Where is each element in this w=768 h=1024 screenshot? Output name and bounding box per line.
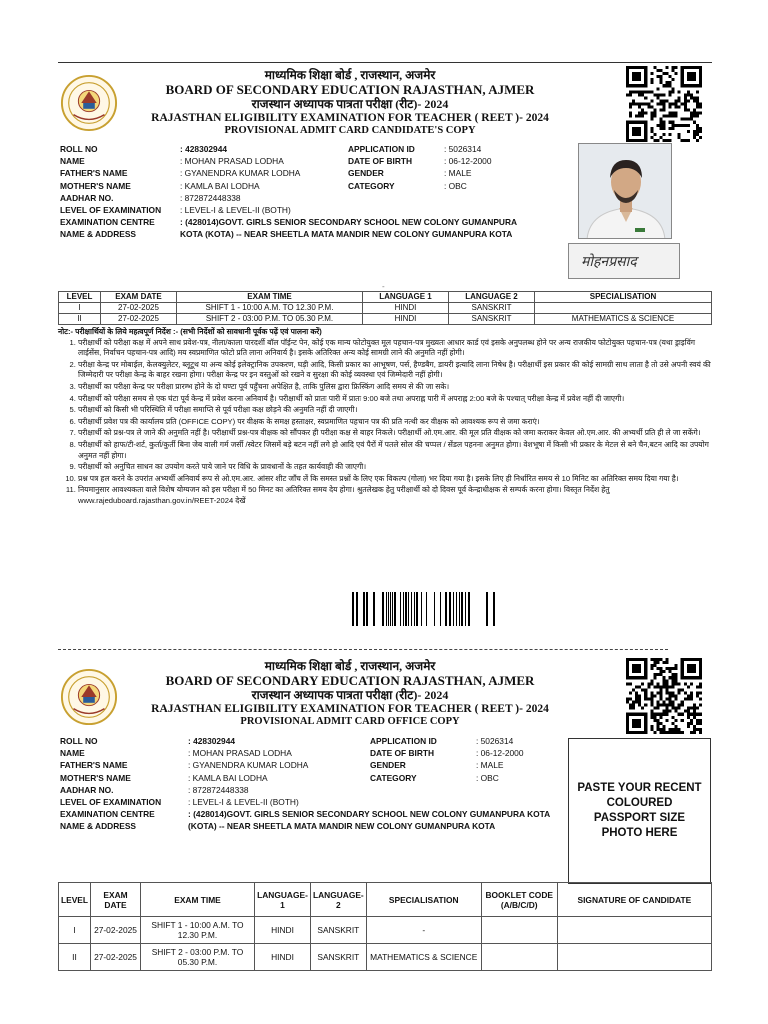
- cell: HINDI: [363, 314, 449, 325]
- header-level: LEVEL: [59, 883, 91, 917]
- board-emblem-icon: [60, 74, 118, 132]
- application-label: APPLICATION ID: [370, 736, 437, 746]
- table-row: [59, 917, 712, 944]
- office-details-right: [370, 735, 524, 784]
- instruction-item: 1. परीक्षार्थी को परीक्षा कक्ष में अपने साथ प्रवेश-पत्र, नीला/काला पारदर्शी बॉल पॉईन्ट पेन, कोई एक मान्य फोटोयुक्त मूल पहचान-पत्र मुख्यतः आधार कार्ड एवं इसके अनुपलब्ध होने पर अन्य राजकीय फोटोयुक्त पहचान-पत्र (यथा ड्राइविंग लाईसेंस, निर्वाचन पहचान-पत्र आदि) मय स्वप्रमाणित फोटो प्रति लाना अनिवार्य है। इसके अतिरिक्त अन्य कोई सामग्री लाने की अनुमति नहीं होगी।: [78, 338, 714, 359]
- office-exam-table: [58, 882, 712, 971]
- copy-title: PROVISIONAL ADMIT CARD CANDIDATE'S COPY: [224, 125, 476, 137]
- centre-line2: KOTA (KOTA) -- NEAR SHEETLA MATA MANDIR NEW COLONY GUMANPURA KOTA: [180, 229, 513, 240]
- cell: SANSKRIT: [449, 303, 535, 314]
- gender-value: : MALE: [444, 168, 472, 179]
- separator-dash: -: [382, 282, 385, 291]
- qr-code-icon: [626, 658, 702, 734]
- level-value: : LEVEL-I & LEVEL-II (BOTH): [180, 205, 291, 216]
- candidate-signature: [568, 243, 680, 279]
- header-booklet-code: BOOKLET CODE (A/B/C/D): [481, 883, 557, 917]
- level-label: LEVEL OF EXAMINATION: [60, 205, 162, 216]
- centre-line1: : (428014)GOVT. GIRLS SENIOR SECONDARY SCHOOL NEW COLONY GUMANPURA KOTA: [188, 809, 551, 820]
- cell: 27-02-2025: [91, 917, 141, 944]
- aadhar-label: AADHAR NO.: [60, 784, 114, 795]
- application-value: : 5026314: [444, 144, 482, 154]
- table-header-row: [59, 292, 712, 303]
- instructions: [58, 327, 714, 508]
- instruction-item: 9. परीक्षार्थी को अनुचित साधन का उपयोग करते पाये जाने पर विधि के प्रावधानों के तहत कार्यवाही की जाएगी।: [78, 462, 714, 473]
- instruction-item: 3. परीक्षार्थी का परीक्षा केन्द्र पर परीक्षा प्रारम्भ होने के दो घण्टा पूर्व पहुँचना अपेक्षित है, ताकि पुलिस द्वारा फ्रिस्किंग आदि समय से की जा सके।: [78, 382, 714, 393]
- header-specialisation: SPECIALISATION: [366, 883, 481, 917]
- header-level: LEVEL: [59, 292, 101, 303]
- centre-label: EXAMINATION CENTRE: [60, 217, 155, 228]
- table-header-row: [59, 883, 712, 917]
- candidate-photo: [578, 143, 672, 239]
- dob-label: DATE OF BIRTH: [348, 156, 413, 167]
- table-row: [59, 303, 712, 314]
- roll-no-label: ROLL NO: [60, 736, 98, 746]
- father-value: : GYANENDRA KUMAR LODHA: [188, 760, 309, 771]
- cell: HINDI: [363, 303, 449, 314]
- barcode-icon: [350, 592, 500, 626]
- dob-label: DATE OF BIRTH: [370, 748, 435, 759]
- office-copy-header: [140, 659, 560, 729]
- header-exam-time: EXAM TIME: [141, 883, 255, 917]
- category-value: : OBC: [476, 772, 499, 783]
- instruction-item: 8. परीक्षार्थी को हाफ/टी-शर्ट, कुर्ता/कुर्ती बिना जेब वाली गर्म जर्सी /स्वेटर जिसमें बड़े बटन नहीं लगे हो आदि एवं पैरों में पतले सोल की चप्पल / सेंडल पहनना अनुमत होगा। वेशभूषा में किसी भी प्रकार के मेटल से बने चैन,बटन आदि का उपयोग अनुमत नहीं होगा।: [78, 440, 714, 461]
- cell: SANSKRIT: [449, 314, 535, 325]
- header-exam-time: EXAM TIME: [177, 292, 363, 303]
- top-border: [58, 62, 712, 63]
- board-name-english: BOARD OF SECONDARY EDUCATION RAJASTHAN, AJMER: [165, 673, 535, 689]
- signature-cell[interactable]: [557, 944, 711, 971]
- mother-value: : KAMLA BAI LODHA: [180, 180, 260, 191]
- instructions-title: नोट:- परीक्षार्थियों के लिये महत्वपूर्ण निर्देश :- (सभी निर्देशों को सावधानी पूर्वक पढ़ें एवं पालना करें): [58, 327, 322, 336]
- booklet-code-cell[interactable]: [481, 917, 557, 944]
- board-emblem-icon: [60, 668, 118, 726]
- table-row: [59, 944, 712, 971]
- gender-label: GENDER: [348, 168, 384, 179]
- cell: MATHEMATICS & SCIENCE: [535, 314, 712, 325]
- mother-label: MOTHER'S NAME: [60, 180, 131, 191]
- cell: MATHEMATICS & SCIENCE: [366, 944, 481, 971]
- address-label: NAME & ADDRESS: [60, 821, 137, 832]
- exam-name-hindi: राजस्थान अध्यापक पात्रता परीक्षा (रीट)- 2024: [251, 97, 449, 112]
- candidate-copy-header: [140, 68, 560, 138]
- cell: I: [59, 303, 101, 314]
- header-language-2: LANGUAGE 2: [449, 292, 535, 303]
- header-language-1: LANGUAGE 1: [363, 292, 449, 303]
- copy-title: PROVISIONAL ADMIT CARD OFFICE COPY: [240, 716, 460, 728]
- dob-value: : 06-12-2000: [476, 748, 524, 759]
- cell: 27-02-2025: [101, 314, 177, 325]
- header-signature: SIGNATURE OF CANDIDATE: [557, 883, 711, 917]
- application-label: APPLICATION ID: [348, 144, 415, 154]
- header-specialisation: SPECIALISATION: [535, 292, 712, 303]
- instruction-item: 10. प्रश्न पत्र हल करने के उपरांत अभ्यर्थी अनिवार्य रूप से ओ.एम.आर. आंसर शीट जाँच लें कि समस्त प्रश्नों के लिए एक विकल्प (गोला) भर दिया गया है। इसके लिए ही निर्धारित समय से 10 मिनिट का अतिरिक्त समय दिया गया है।: [78, 474, 714, 485]
- cell: II: [59, 314, 101, 325]
- father-label: FATHER'S NAME: [60, 168, 128, 179]
- address-label: NAME & ADDRESS: [60, 229, 137, 240]
- cell: SANSKRIT: [311, 944, 367, 971]
- centre-label: EXAMINATION CENTRE: [60, 809, 155, 820]
- cell: 27-02-2025: [91, 944, 141, 971]
- instruction-item: 11. नियमानुसार आवश्यकता वाले विशेष योग्यजन को इस परीक्षा में 50 मिनट का अतिरिक्त समय देय होगा। श्रुतलेखक हेतु परीक्षार्थी को दो दिवस पूर्व केन्द्राधीक्षक से सम्पर्क करना होगा। विस्तृत निर्देश हेतु www.rajeduboard.rajasthan.gov.in/REET-2024 देखें: [78, 485, 714, 506]
- category-label: CATEGORY: [348, 180, 395, 191]
- dob-value: : 06-12-2000: [444, 156, 492, 167]
- category-value: : OBC: [444, 180, 467, 191]
- candidate-details-right: [348, 143, 492, 192]
- cell: 27-02-2025: [101, 303, 177, 314]
- gender-value: : MALE: [476, 760, 504, 771]
- centre-line1: : (428014)GOVT. GIRLS SENIOR SECONDARY SCHOOL NEW COLONY GUMANPURA: [180, 217, 518, 228]
- father-label: FATHER'S NAME: [60, 760, 128, 771]
- application-value: : 5026314: [476, 736, 514, 746]
- father-value: : GYANENDRA KUMAR LODHA: [180, 168, 301, 179]
- cell: HINDI: [255, 944, 311, 971]
- board-name-hindi: माध्यमिक शिक्षा बोर्ड , राजस्थान, अजमेर: [264, 659, 436, 673]
- aadhar-value: : 872872448338: [188, 784, 249, 795]
- roll-no-value: : 428302944: [180, 144, 228, 154]
- roll-no-value: : 428302944: [188, 736, 236, 746]
- table-row: [59, 314, 712, 325]
- cell: HINDI: [255, 917, 311, 944]
- paste-photo-box: [568, 738, 711, 884]
- level-label: LEVEL OF EXAMINATION: [60, 797, 162, 808]
- cell: SHIFT 1 - 10:00 A.M. TO 12.30 P.M.: [177, 303, 363, 314]
- header-exam-date: EXAM DATE: [101, 292, 177, 303]
- exam-name-english: RAJASTHAN ELIGIBILITY EXAMINATION FOR TEACHER ( REET )- 2024: [151, 702, 549, 715]
- centre-line2: (KOTA) -- NEAR SHEETLA MATA MANDIR NEW COLONY GUMANPURA KOTA: [188, 821, 496, 832]
- instruction-item: 6. परीक्षार्थी प्रवेश पत्र की कार्यालय प्रति (OFFICE COPY) पर वीक्षक के समक्ष हस्ताक्षर, स्वप्रमाणित पहचान पत्र की प्रति नत्थी कर वीक्षक को आवश्यक रूप से जमा कराएं।: [78, 417, 714, 428]
- instruction-item: 2. परीक्षा केन्द्र पर मोबाईल, केलक्युलेटर, ब्लूटूथ या अन्य कोई इलेक्ट्रानिक उपकरण, घड़ी आदि, किसी प्रकार का आभूषण, पर्स, हैण्डबैग, डायरी इत्यादि लाना निषेध है। परीक्षार्थी इस प्रकार की कोई सामग्री साथ लाता है तो उसे अपनी स्वयं की जिम्मेदारी पर परीक्षा केन्द्र के बाहर रखना होगा। परीक्षा केन्द्र पर इन वस्तुओं को रखने व सुरक्षा की कोई व्यवस्था एवं जिम्मेदारी नहीं होगी।: [78, 360, 714, 381]
- board-name-english: BOARD OF SECONDARY EDUCATION RAJASTHAN, AJMER: [165, 82, 535, 98]
- mother-label: MOTHER'S NAME: [60, 772, 131, 783]
- cell: I: [59, 917, 91, 944]
- exam-name-hindi: राजस्थान अध्यापक पात्रता परीक्षा (रीट)- 2024: [251, 688, 449, 703]
- aadhar-label: AADHAR NO.: [60, 192, 114, 203]
- cell: II: [59, 944, 91, 971]
- cell: SANSKRIT: [311, 917, 367, 944]
- gender-label: GENDER: [370, 760, 406, 771]
- qr-code-icon: [626, 66, 702, 142]
- header-language-2: LANGUAGE-2: [311, 883, 367, 917]
- candidate-exam-table: [58, 291, 712, 325]
- cell: SHIFT 1 - 10:00 A.M. TO 12.30 P.M.: [141, 917, 255, 944]
- aadhar-value: : 872872448338: [180, 192, 241, 203]
- cell: [535, 303, 712, 314]
- cell: SHIFT 2 - 03:00 P.M. TO 05.30 P.M.: [141, 944, 255, 971]
- cell: SHIFT 2 - 03:00 P.M. TO 05.30 P.M.: [177, 314, 363, 325]
- name-value: : MOHAN PRASAD LODHA: [188, 748, 292, 759]
- booklet-code-cell[interactable]: [481, 944, 557, 971]
- roll-no-label: ROLL NO: [60, 144, 98, 154]
- instruction-item: 5. परीक्षार्थी को किसी भी परिस्थिति में परीक्षा समाप्ति से पूर्व परीक्षा कक्ष छोड़ने की अनुमति नहीं दी जाएगी।: [78, 405, 714, 416]
- paste-photo-text: PASTE YOUR RECENT COLOURED PASSPORT SIZE PHOTO HERE: [577, 782, 702, 839]
- name-label: NAME: [60, 748, 85, 759]
- instruction-item: 7. परीक्षार्थी को प्रश्न-पत्र ले जाने की अनुमति नहीं है। परीक्षार्थी प्रश्न-पत्र वीक्षक को सौंपकर ही परीक्षा कक्ष से बाहर निकले। परीक्षार्थी ओ.एम.आर. की मूल प्रति वीक्षक को जमा कराकर केवल ओ.एम.आर. की अभ्यर्थी प्रति ही ले जा सकेंगे।: [78, 428, 714, 439]
- cut-line: [58, 649, 668, 650]
- signature-cell[interactable]: [557, 917, 711, 944]
- board-name-hindi: माध्यमिक शिक्षा बोर्ड , राजस्थान, अजमेर: [264, 68, 436, 82]
- instruction-item: 4. परीक्षार्थी को परीक्षा समय से एक घंटा पूर्व केन्द्र में प्रवेश करना अनिवार्य है। परीक्षार्थी को प्रातः पारी में प्रातः 9:00 बजे तथा अपराह्न पारी में अपराह्न 2:00 बजे के पश्चात् परीक्षा केन्द्र में प्रवेश नहीं दी जाएगी।: [78, 394, 714, 405]
- level-value: : LEVEL-I & LEVEL-II (BOTH): [188, 797, 299, 808]
- name-value: : MOHAN PRASAD LODHA: [180, 156, 284, 167]
- category-label: CATEGORY: [370, 772, 417, 783]
- cell: -: [366, 917, 481, 944]
- signature-text: मोहनप्रसाद: [581, 254, 637, 270]
- instructions-list: [78, 338, 714, 507]
- header-language-1: LANGUAGE-1: [255, 883, 311, 917]
- name-label: NAME: [60, 156, 85, 167]
- mother-value: : KAMLA BAI LODHA: [188, 772, 268, 783]
- header-exam-date: EXAM DATE: [91, 883, 141, 917]
- exam-name-english: RAJASTHAN ELIGIBILITY EXAMINATION FOR TEACHER ( REET )- 2024: [151, 111, 549, 124]
